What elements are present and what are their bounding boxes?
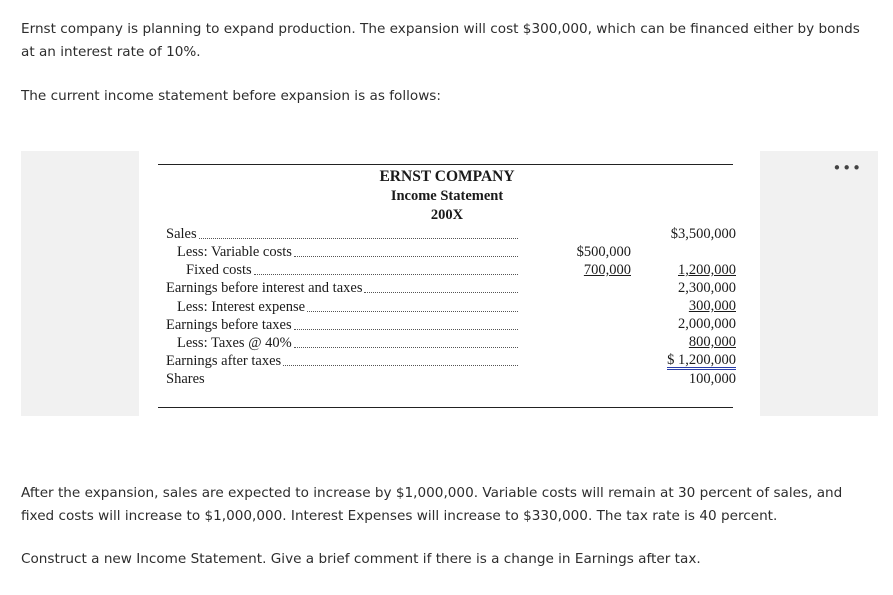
row-label-interest-expense: Less: Interest expense: [166, 298, 521, 316]
statement-title: Income Statement: [390, 188, 504, 204]
lead-in-paragraph: The current income statement before expansion is as follows:: [21, 88, 441, 104]
row-label-fixed-costs: Fixed costs: [166, 261, 521, 279]
figure-left-panel: [21, 151, 139, 416]
income-statement-figure: [21, 151, 878, 416]
value-fixed-costs: 700,000: [583, 262, 631, 278]
more-horizontal-icon[interactable]: •••: [832, 159, 862, 177]
value-shares: 100,000: [688, 371, 736, 387]
task-paragraph: Construct a new Income Statement. Give a brief comment if there is a change in Earnings after tax.: [21, 551, 701, 567]
row-label-ebit: Earnings before interest and taxes: [166, 279, 521, 297]
value-sales: $3,500,000: [670, 226, 736, 242]
value-variable-costs: $500,000: [576, 244, 631, 260]
statement-bottom-rule: [158, 407, 733, 408]
after-expansion-paragraph: After the expansion, sales are expected to increase by $1,000,000. Variable costs will remain at 30 percent of sales, and fixed costs will increase to $1,000,000. Interest Expenses will increase to $330,000. The tax rate is 40 percent.: [21, 485, 843, 524]
figure-right-panel: [760, 151, 878, 416]
row-label-variable-costs: Less: Variable costs: [166, 243, 521, 261]
row-label-taxes: Less: Taxes @ 40%: [166, 334, 521, 352]
row-label-eat: Earnings after taxes: [166, 352, 521, 370]
value-ebt: 2,000,000: [678, 316, 736, 332]
income-statement-image: [158, 151, 742, 416]
value-eat: $ 1,200,000: [667, 352, 736, 368]
value-interest-expense: 300,000: [688, 298, 736, 314]
statement-top-rule: [158, 164, 733, 165]
row-label-ebt: Earnings before taxes: [166, 316, 521, 334]
value-ebit: 2,300,000: [678, 280, 736, 296]
row-label-sales: Sales: [166, 225, 521, 243]
intro-paragraph: Ernst company is planning to expand production. The expansion will cost $300,000, which can be financed either by bonds at an interest rate of 10%.: [21, 21, 860, 60]
row-label-shares: Shares: [166, 371, 205, 387]
statement-year: 200X: [430, 207, 464, 223]
value-taxes: 800,000: [688, 334, 736, 350]
value-total-costs: 1,200,000: [678, 262, 736, 278]
statement-company: ERNST COMPANY: [379, 168, 515, 185]
